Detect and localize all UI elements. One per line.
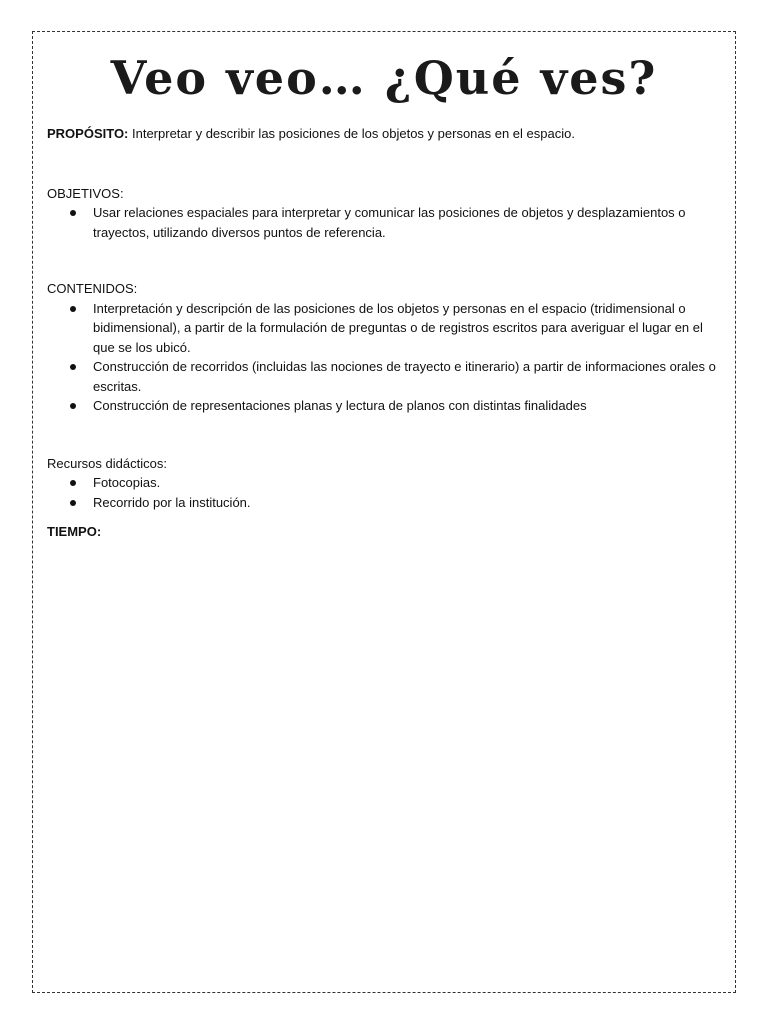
bullet-icon [70,306,76,312]
objetivos-list [47,203,727,242]
list-item [47,493,727,513]
bullet-icon [70,480,76,486]
list-item [47,299,727,358]
list-item [47,473,727,493]
proposito-paragraph [47,124,727,144]
list-item [47,357,727,396]
contenido-text: Construcción de recorridos (incluidas las nociones de trayecto e itinerario) a partir de informaciones orales o escritas. [93,359,716,394]
bullet-icon [70,500,76,506]
contenido-text: Interpretación y descripción de las posiciones de los objetos y personas en el espacio (tridimensional o bidimensional), a partir de la formulación de preguntas o de registros escritos para averiguar el lugar en el que se los ubicó. [93,300,703,355]
recursos-heading: Recursos didácticos: [47,455,167,471]
contenido-text: Construcción de representaciones planas y lectura de planos con distintas finalidades [93,398,587,413]
tiempo-heading: TIEMPO: [47,524,102,539]
recurso-text: Fotocopias. [93,475,161,490]
bullet-icon [70,364,76,370]
document-body [47,124,727,542]
page-title: Veo veo… ¿Qué ves? [110,51,658,105]
list-item [47,203,727,242]
proposito-label: PROPÓSITO: [47,126,129,141]
objetivos-heading: OBJETIVOS: [47,185,124,201]
objetivo-text: Usar relaciones espaciales para interpretar y comunicar las posiciones de objetos y desplazamientos o trayectos, utilizando diversos puntos de referencia. [93,205,686,240]
bullet-icon [70,210,76,216]
bullet-icon [70,403,76,409]
recurso-text: Recorrido por la institución. [93,494,251,510]
list-item [47,396,727,416]
proposito-text: Interpretar y describir las posiciones de los objetos y personas en el espacio. [128,126,575,141]
recursos-list [47,473,727,512]
contenidos-list [47,299,727,416]
contenidos-heading: CONTENIDOS: [47,281,138,296]
